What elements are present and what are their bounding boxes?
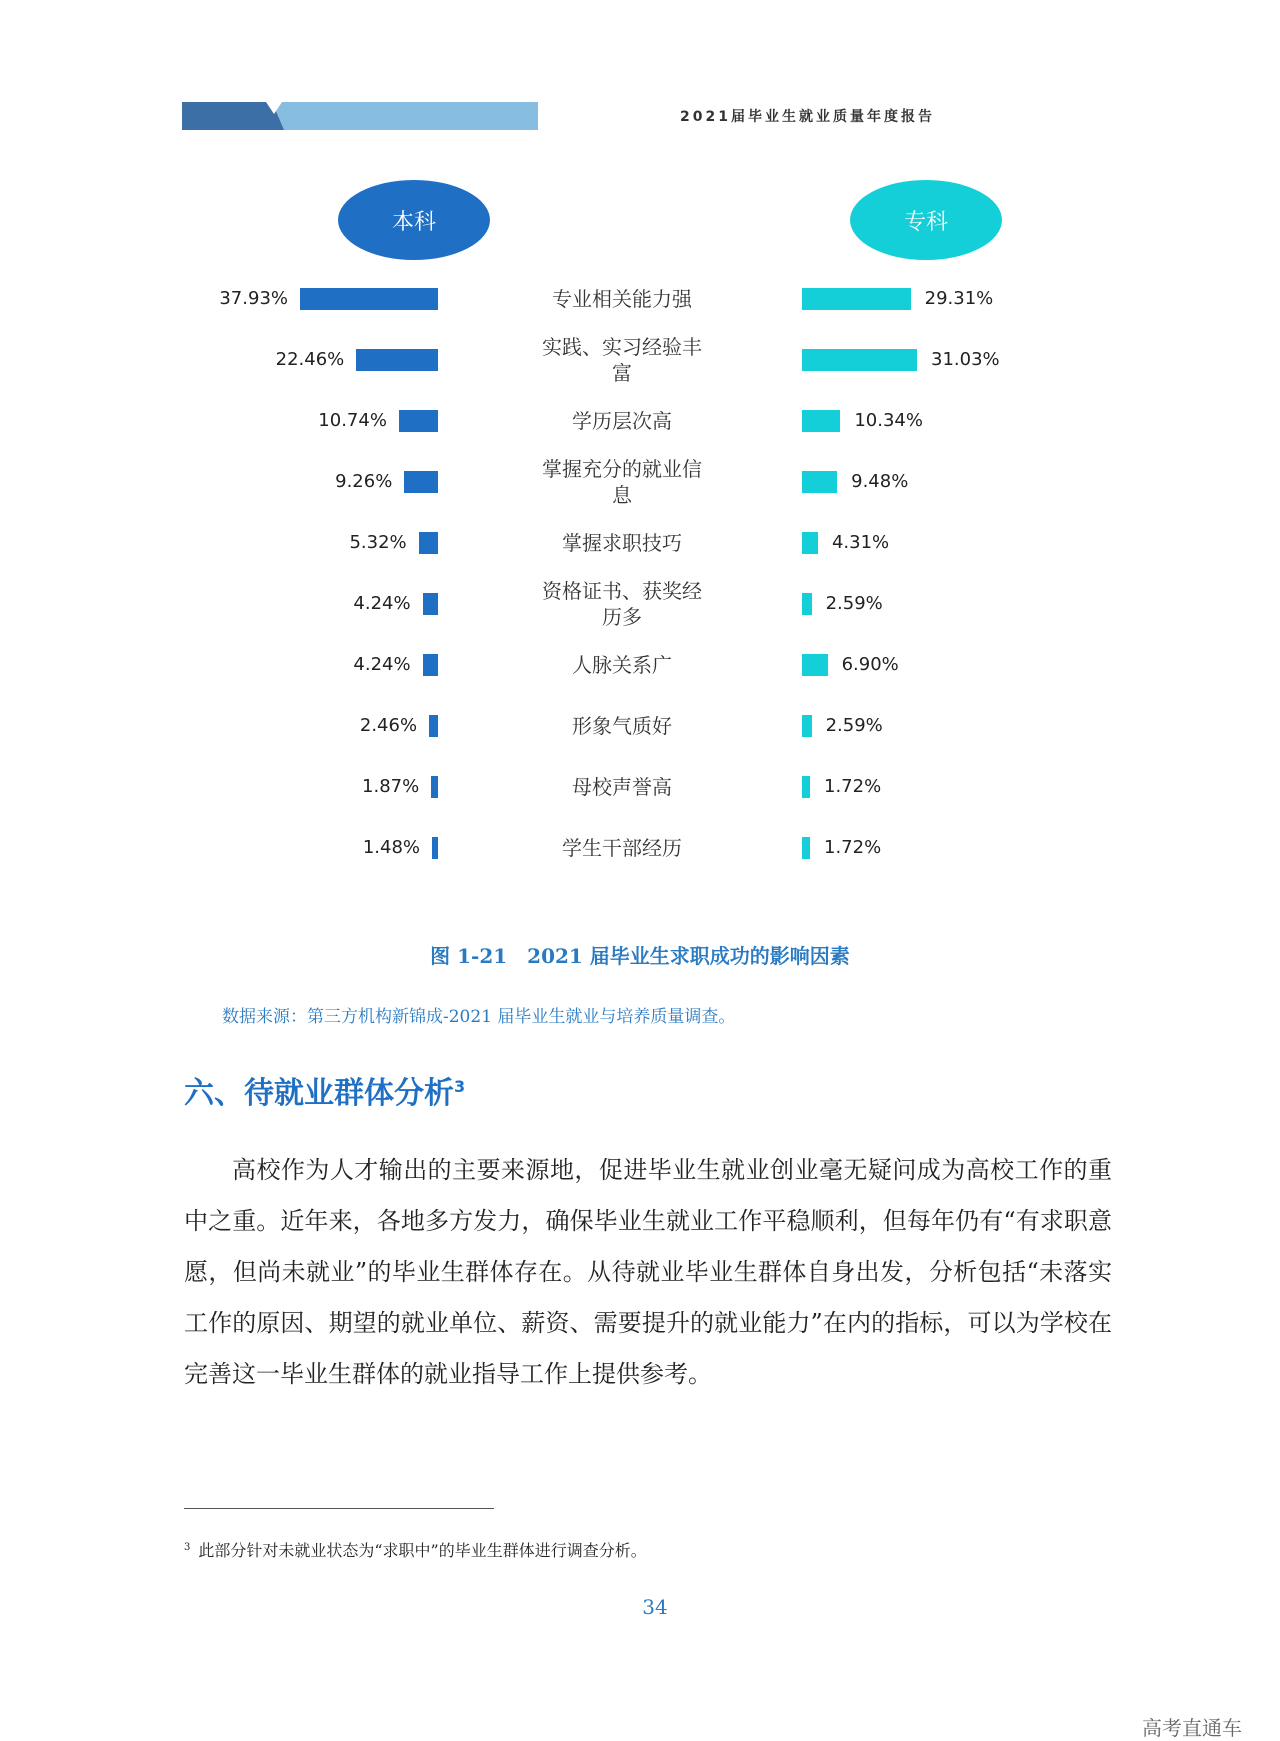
value-label-junior-college: 1.72% (824, 837, 882, 858)
category-label-line: 资格证书、获奖经 (542, 579, 702, 603)
bar-undergraduate (429, 715, 438, 737)
value-label-junior-college: 2.59% (825, 593, 883, 614)
category-label-line: 历多 (602, 605, 642, 629)
bar-junior-college (802, 410, 840, 432)
section-title (184, 1068, 465, 1112)
header-title: 2021届毕业生就业质量年度报告 (680, 109, 935, 125)
category-label-line: 专业相关能力强 (552, 287, 692, 311)
bar-undergraduate (404, 471, 438, 493)
legend-undergraduate-label: 本科 (391, 209, 436, 235)
value-label-undergraduate: 5.32% (349, 532, 407, 553)
body-paragraph: 高校作为人才输出的主要来源地，促进毕业生就业创业毫无疑问成为高校工作的重中之重。近年来，各地多方发力，确保毕业生就业工作平稳顺利，但每年仍有“有求职意愿，但尚未就业”的毕业生群体存在。从待就业毕业生群体自身出发，分析包括“未落实工作的原因、期望的就业单位、薪资、需要提升的就业能力”在内的指标，可以为学校在完善这一毕业生群体的就业指导工作上提供参考。 (184, 1156, 1112, 1388)
value-label-undergraduate: 9.26% (335, 471, 393, 492)
category-label-line: 人脉关系广 (572, 653, 672, 677)
bar-undergraduate (419, 532, 438, 554)
figure-caption: 图 1-21 2021 届毕业生求职成功的影响因素 (430, 944, 850, 968)
category-label (527, 713, 717, 739)
bar-undergraduate (423, 593, 438, 615)
data-source: 数据来源：第三方机构新锦成-2021 届毕业生就业与培养质量调查。 (222, 1007, 736, 1027)
legend-junior-college-label: 专科 (903, 209, 948, 235)
bar-undergraduate (356, 349, 438, 371)
category-label-line: 学历层次高 (572, 409, 672, 433)
value-label-junior-college: 9.48% (851, 471, 909, 492)
value-label-undergraduate: 4.24% (353, 593, 411, 614)
value-label-junior-college: 2.59% (825, 715, 883, 736)
value-label-undergraduate: 1.87% (362, 776, 420, 797)
bar-junior-college (802, 471, 837, 493)
footnote-mark: 3 (184, 1541, 191, 1553)
value-label-undergraduate: 4.24% (353, 654, 411, 675)
category-label-line: 富 (612, 361, 632, 385)
bar-junior-college (802, 715, 812, 737)
section-title-text: 六、待就业群体分析 (184, 1076, 454, 1111)
page-number: 34 (642, 1595, 668, 1619)
category-label (527, 286, 717, 312)
bar-junior-college (802, 776, 810, 798)
watermark: 高考直通车 (1142, 1716, 1242, 1740)
legend-undergraduate (338, 180, 490, 260)
value-label-junior-college: 4.31% (831, 532, 890, 553)
category-label-line: 母校声誉高 (572, 775, 672, 799)
category-label (527, 774, 717, 800)
category-label-line: 掌握求职技巧 (562, 531, 682, 555)
category-label (527, 456, 717, 508)
header-banner-notch (250, 102, 298, 130)
bar-undergraduate (399, 410, 438, 432)
bar-junior-college (802, 288, 911, 310)
category-label-line: 掌握充分的就业信 (542, 457, 702, 481)
category-label-line: 实践、实习经验丰 (542, 335, 702, 359)
category-label (527, 652, 717, 678)
header-banner-light (290, 102, 538, 130)
value-label-junior-college: 1.72% (824, 776, 882, 797)
category-label (527, 408, 717, 434)
bar-junior-college (802, 837, 810, 859)
category-label-line: 息 (612, 483, 632, 507)
category-label (527, 530, 717, 556)
value-label-undergraduate: 2.46% (359, 715, 418, 736)
value-label-junior-college: 6.90% (841, 654, 899, 675)
category-label (527, 835, 717, 861)
value-label-undergraduate: 37.93% (219, 288, 288, 309)
value-label-undergraduate: 22.46% (275, 349, 345, 370)
category-label (527, 334, 717, 386)
value-label-undergraduate: 1.48% (362, 837, 420, 858)
category-label (527, 578, 717, 630)
footnote-text: 此部分针对未就业状态为“求职中”的毕业生群体进行调查分析。 (198, 1541, 647, 1560)
value-label-junior-college: 31.03% (931, 349, 1000, 370)
bar-undergraduate (423, 654, 438, 676)
value-label-junior-college: 29.31% (924, 288, 994, 309)
bar-undergraduate (432, 837, 438, 859)
legend-junior-college (850, 180, 1002, 260)
bar-undergraduate (431, 776, 438, 798)
value-label-junior-college: 10.34% (854, 410, 923, 431)
footnote (184, 1538, 647, 1561)
bar-undergraduate (300, 288, 438, 310)
footnote-divider (184, 1508, 494, 1509)
bar-junior-college (802, 532, 818, 554)
category-label-line: 形象气质好 (572, 714, 672, 738)
bar-junior-college (802, 593, 812, 615)
bar-junior-college (802, 349, 917, 371)
bar-junior-college (802, 654, 828, 676)
value-label-undergraduate: 10.74% (318, 410, 387, 431)
category-label-line: 学生干部经历 (562, 836, 682, 860)
footnote-ref[interactable]: 3 (454, 1077, 466, 1096)
